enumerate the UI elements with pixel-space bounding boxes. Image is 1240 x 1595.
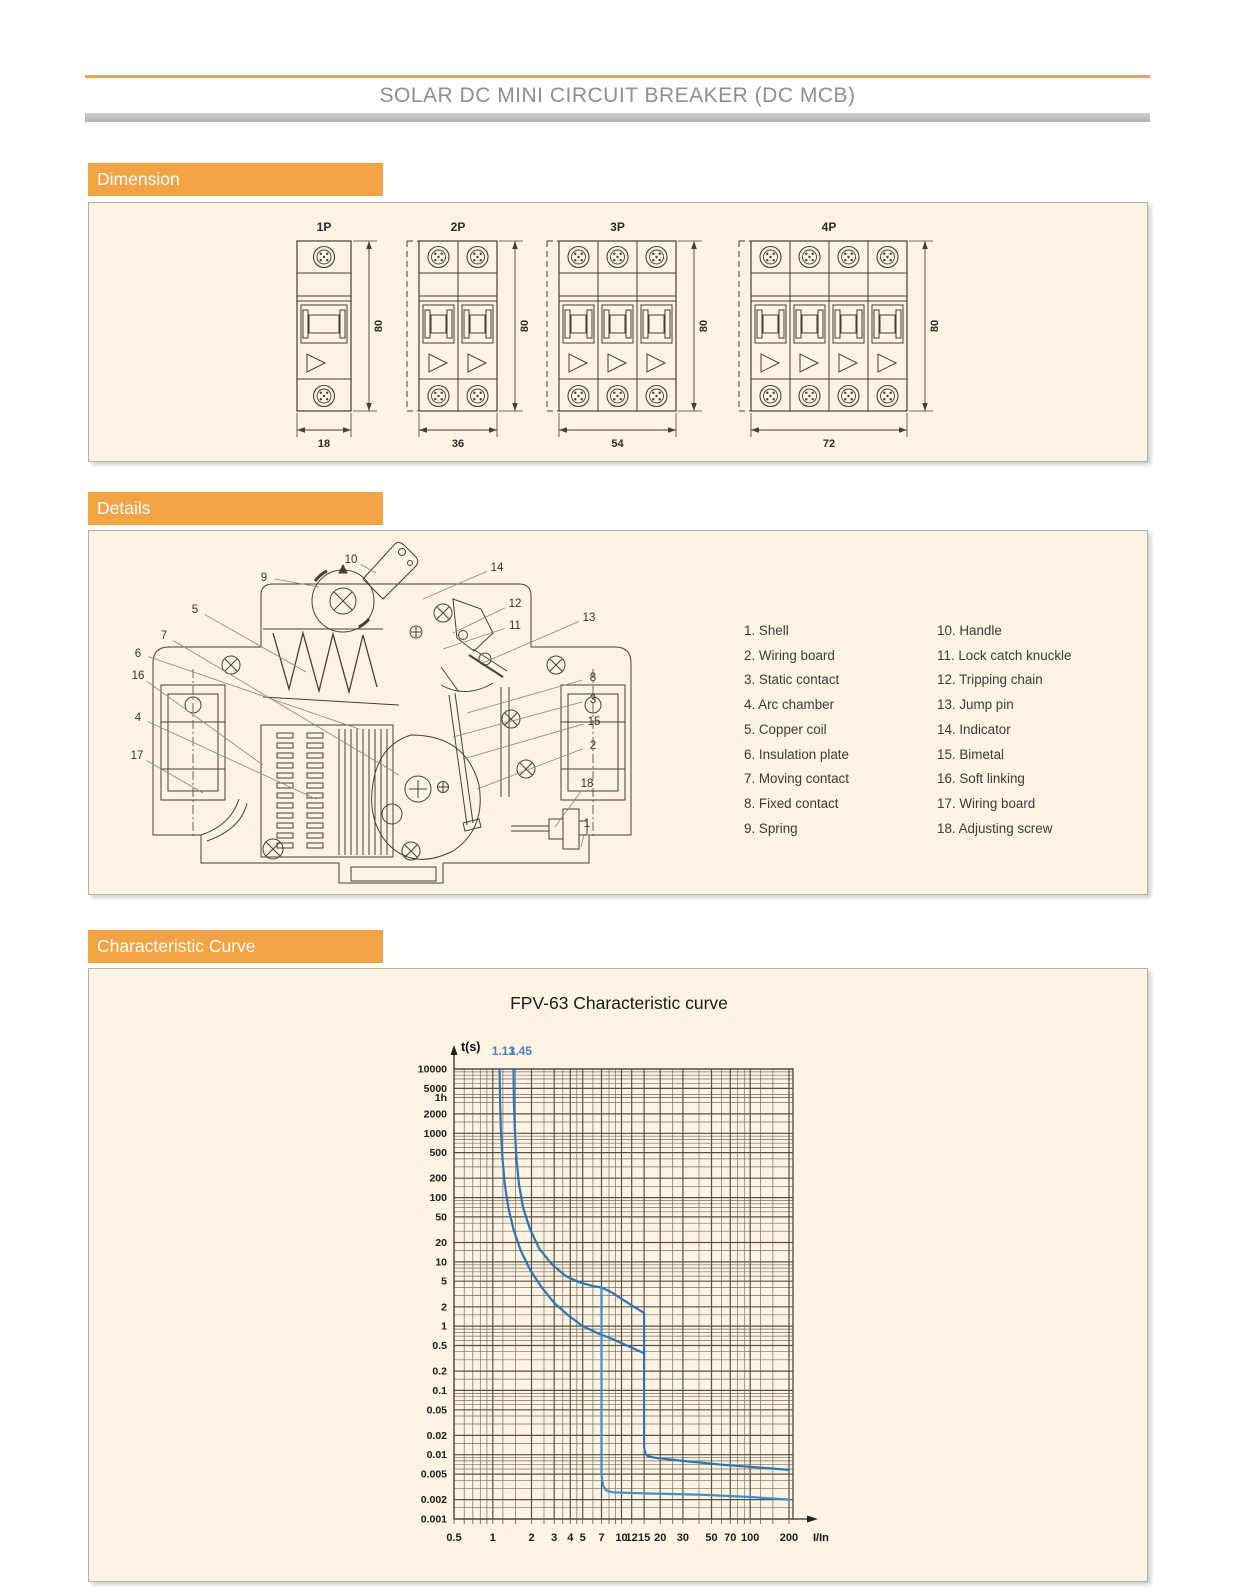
- svg-text:1h: 1h: [434, 1092, 447, 1105]
- svg-text:200: 200: [779, 1532, 799, 1544]
- header-orange-rule: [85, 75, 1150, 78]
- svg-text:80: 80: [519, 319, 531, 333]
- svg-text:0.002: 0.002: [420, 1494, 447, 1507]
- svg-text:5: 5: [579, 1532, 586, 1544]
- arc-chamber-slots: [277, 729, 387, 855]
- svg-text:12: 12: [625, 1532, 638, 1544]
- svg-text:I/In: I/In: [813, 1532, 829, 1544]
- header-gray-bar: [85, 113, 1150, 122]
- svg-text:15: 15: [638, 1532, 651, 1544]
- breaker-cross-section-diagram: [111, 537, 651, 889]
- svg-text:30: 30: [676, 1532, 690, 1544]
- parts-list-item: 15. Bimetal: [937, 746, 1004, 762]
- svg-text:13: 13: [582, 612, 596, 624]
- svg-text:0.005: 0.005: [420, 1468, 447, 1481]
- breaker-drawing-3P: [547, 220, 710, 450]
- section-label-details: Details: [88, 492, 383, 525]
- svg-text:6: 6: [134, 648, 142, 660]
- svg-text:100: 100: [741, 1532, 760, 1544]
- parts-list-item: 9. Spring: [744, 820, 798, 836]
- svg-text:80: 80: [698, 319, 710, 333]
- svg-text:10000: 10000: [417, 1063, 447, 1076]
- parts-list-item: 8. Fixed contact: [744, 795, 839, 811]
- chart-axis-labels: [418, 1064, 798, 1545]
- characteristic-curve-chart: [89, 969, 1147, 1581]
- svg-text:80: 80: [373, 319, 385, 333]
- svg-text:100: 100: [429, 1192, 447, 1205]
- svg-text:54: 54: [611, 438, 624, 450]
- svg-text:2000: 2000: [423, 1108, 447, 1121]
- svg-text:5: 5: [441, 1275, 447, 1288]
- svg-text:18: 18: [317, 438, 331, 450]
- svg-text:2: 2: [528, 1532, 535, 1544]
- parts-list-item: 11. Lock catch knuckle: [937, 647, 1072, 663]
- cross-section-art: [153, 543, 631, 884]
- parts-list-right: [937, 619, 1071, 841]
- parts-list-item: 16. Soft linking: [937, 771, 1025, 787]
- svg-text:16: 16: [131, 670, 145, 682]
- svg-text:2P: 2P: [450, 220, 466, 234]
- svg-text:3: 3: [551, 1532, 558, 1544]
- svg-text:1.45: 1.45: [508, 1044, 533, 1058]
- svg-text:FPV-63 Characteristic curve: FPV-63 Characteristic curve: [510, 993, 728, 1013]
- breaker-drawing-2P: [407, 220, 531, 450]
- dimension-panel: [88, 202, 1148, 462]
- parts-list-item: 18. Adjusting screw: [937, 820, 1053, 836]
- svg-text:9: 9: [260, 572, 268, 584]
- parts-list-item: 7. Moving contact: [744, 771, 849, 787]
- parts-list-item: 13. Jump pin: [937, 697, 1014, 713]
- svg-text:1.13: 1.13: [491, 1044, 516, 1058]
- svg-text:500: 500: [429, 1147, 447, 1160]
- svg-text:0.5: 0.5: [432, 1339, 447, 1352]
- parts-list-item: 12. Tripping chain: [937, 672, 1043, 688]
- svg-text:10: 10: [344, 554, 358, 566]
- svg-text:10: 10: [435, 1256, 447, 1269]
- breaker-outline-drawings: [297, 220, 941, 450]
- svg-text:0.2: 0.2: [432, 1365, 447, 1378]
- parts-list-item: 6. Insulation plate: [744, 746, 849, 762]
- svg-text:t(s): t(s): [461, 1040, 481, 1054]
- svg-text:7: 7: [160, 630, 168, 642]
- svg-text:8: 8: [589, 672, 597, 684]
- svg-text:5000: 5000: [423, 1082, 447, 1095]
- svg-text:4P: 4P: [821, 220, 837, 234]
- svg-text:3: 3: [589, 694, 597, 706]
- svg-text:0.5: 0.5: [446, 1532, 462, 1544]
- parts-list-left: [744, 619, 849, 841]
- parts-list-item: 5. Copper coil: [744, 721, 827, 737]
- svg-text:17: 17: [130, 750, 144, 762]
- parts-list-item: 2. Wiring board: [744, 647, 835, 663]
- parts-list-item: 1. Shell: [744, 623, 789, 638]
- chart-grid: [454, 1069, 793, 1519]
- svg-text:0.001: 0.001: [420, 1513, 447, 1526]
- svg-text:2: 2: [589, 740, 597, 752]
- svg-text:5: 5: [191, 604, 199, 616]
- breaker-drawing-1P: [297, 220, 385, 450]
- svg-text:1P: 1P: [316, 220, 332, 234]
- parts-list-item: 3. Static contact: [744, 672, 840, 688]
- svg-text:18: 18: [580, 778, 594, 790]
- svg-text:14: 14: [490, 562, 504, 574]
- svg-text:1: 1: [489, 1532, 496, 1544]
- characteristic-curve-panel: [88, 968, 1148, 1582]
- svg-text:80: 80: [929, 319, 941, 333]
- parts-list-item: 4. Arc chamber: [744, 697, 835, 713]
- svg-text:200: 200: [429, 1172, 447, 1185]
- svg-text:15: 15: [587, 716, 601, 728]
- page-title: SOLAR DC MINI CIRCUIT BREAKER (DC MCB): [379, 84, 856, 107]
- section-label-dimension: Dimension: [88, 163, 383, 196]
- parts-list-item: 17. Wiring board: [937, 795, 1036, 811]
- parts-list-item: 14. Indicator: [937, 721, 1011, 737]
- dimension-drawings: [89, 203, 1147, 461]
- svg-text:1000: 1000: [423, 1127, 447, 1140]
- parts-list-item: 10. Handle: [937, 623, 1002, 638]
- svg-text:0.1: 0.1: [432, 1384, 447, 1397]
- svg-text:20: 20: [654, 1532, 667, 1544]
- svg-text:7: 7: [598, 1532, 605, 1544]
- svg-text:12: 12: [508, 598, 522, 610]
- svg-text:70: 70: [724, 1532, 737, 1544]
- callout-labels: [131, 554, 601, 847]
- svg-text:0.01: 0.01: [426, 1449, 447, 1462]
- svg-text:20: 20: [435, 1237, 447, 1250]
- svg-text:50: 50: [705, 1532, 718, 1544]
- svg-text:4: 4: [567, 1532, 574, 1544]
- svg-text:50: 50: [435, 1211, 447, 1224]
- svg-text:72: 72: [822, 438, 836, 450]
- svg-text:2: 2: [441, 1301, 447, 1314]
- svg-text:3P: 3P: [610, 220, 625, 234]
- svg-text:1: 1: [583, 818, 591, 830]
- details-panel: [88, 530, 1148, 895]
- svg-text:4: 4: [134, 712, 142, 724]
- svg-text:10: 10: [615, 1532, 628, 1544]
- breaker-drawing-4P: [739, 220, 941, 450]
- svg-text:0.05: 0.05: [426, 1404, 447, 1417]
- svg-text:1: 1: [441, 1320, 447, 1333]
- svg-text:11: 11: [509, 620, 521, 632]
- svg-text:36: 36: [451, 438, 465, 450]
- svg-text:0.02: 0.02: [426, 1429, 447, 1442]
- section-label-characteristic-curve: Characteristic Curve: [88, 930, 383, 963]
